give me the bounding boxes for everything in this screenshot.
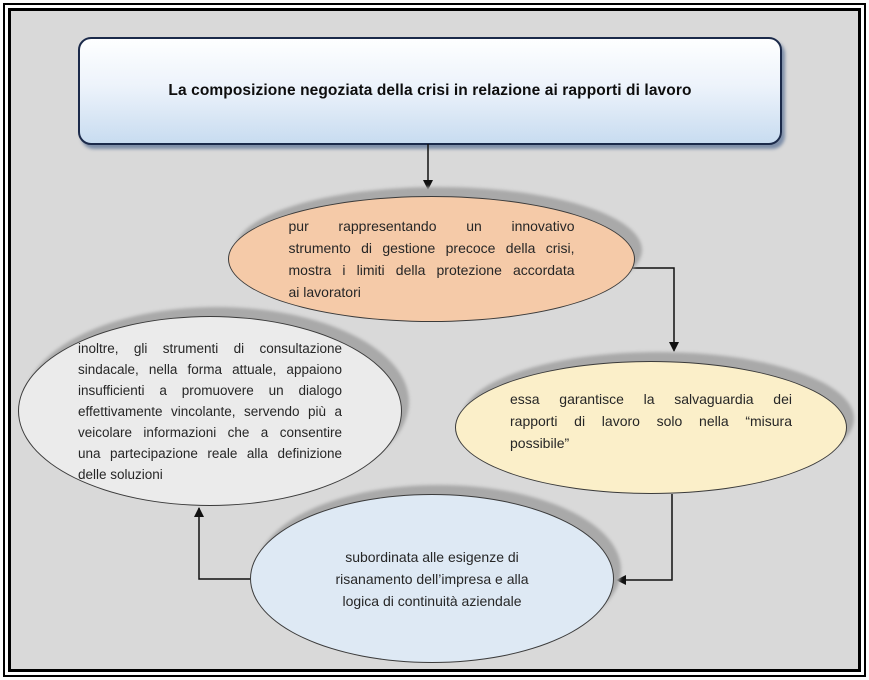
node-text-line: mostra i limiti della protezione accordata (288, 262, 575, 278)
node-text-line: strumento di gestione precoce della crisi, (288, 240, 575, 256)
node-ellipse-limiti-protezione (228, 196, 635, 322)
node-text-line: essa garantisce la salvaguardia dei (510, 390, 792, 407)
node-text-line: una partecipazione reale alla definizione (78, 445, 342, 461)
node-ellipse-salvaguardia-rapporti (455, 361, 847, 494)
node-ellipse-subordinata-risanamento (250, 494, 614, 663)
node-text-line: ai lavoratori (288, 284, 361, 300)
node-text-line: subordinata alle esigenze di (345, 548, 519, 565)
diagram-title: La composizione negoziata della crisi in relazione ai rapporti di lavoro (168, 82, 692, 99)
node-text-line: veicolare informazioni che a consentire (78, 424, 342, 440)
node-text-line: insufficienti a promuovere un dialogo (78, 382, 342, 398)
node-text-line: logica di continuità aziendale (342, 592, 522, 609)
node-text-line: sindacale, nella forma attuale, appaiono (78, 361, 342, 377)
node-text-line: risanamento dell’impresa e alla (335, 570, 529, 587)
node-text-line: rapporti di lavoro solo nella “misura (510, 412, 792, 429)
title-box (78, 37, 782, 145)
node-text-block (301, 546, 563, 612)
node-text-line: pur rappresentando un innovativo (288, 218, 575, 234)
node-text-line: effettivamente vincolante, servendo più a (78, 403, 342, 419)
node-text-block (78, 338, 342, 485)
node-text-line: inoltre, gli strumenti di consultazione (78, 340, 342, 356)
node-text-line: delle soluzioni (78, 466, 163, 482)
node-ellipse-strumenti-consultazione (18, 316, 402, 506)
node-text-block (289, 215, 575, 303)
node-text-line: possibile” (510, 434, 570, 451)
node-text-block (510, 388, 792, 454)
